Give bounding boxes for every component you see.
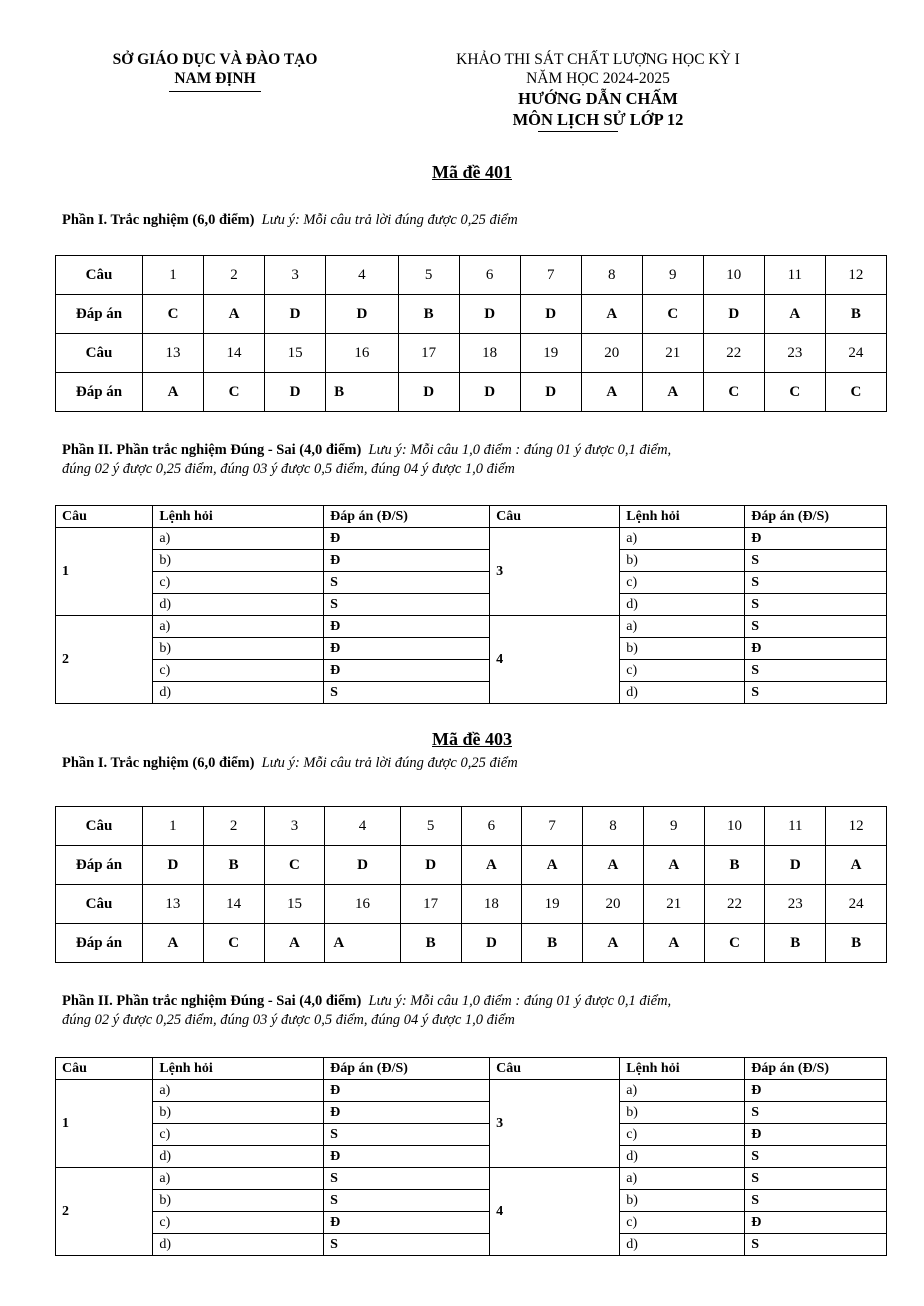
exam-code: Mã đề 401: [432, 162, 512, 182]
answer-cell: Đ: [324, 1212, 490, 1234]
question-number: 18: [461, 885, 522, 924]
answer-cell: A: [522, 846, 583, 885]
statement-label: a): [620, 616, 745, 638]
statement-label: a): [620, 1168, 745, 1190]
answer-cell: A: [143, 373, 204, 412]
question-number: 12: [825, 256, 886, 295]
question-number: 6: [459, 256, 520, 295]
question-number: 24: [826, 885, 887, 924]
answer-cell: A: [581, 373, 642, 412]
subject-title: MÔN LỊCH SỬ LỚP 12: [512, 110, 684, 129]
answer-cell: Đ: [324, 638, 490, 660]
answer-cell: B: [522, 924, 583, 963]
table-row: [56, 594, 887, 616]
answer-cell: D: [461, 924, 522, 963]
question-number: 8: [583, 807, 644, 846]
answer-cell: Đ: [745, 1080, 887, 1102]
column-header: Câu: [490, 506, 620, 528]
statement-label: c): [620, 1124, 745, 1146]
answer-cell: B: [704, 846, 765, 885]
table-row: [56, 1146, 887, 1168]
statement-label: c): [153, 1212, 324, 1234]
statement-label: b): [620, 1102, 745, 1124]
answer-cell: D: [765, 846, 826, 885]
question-number: 11: [764, 256, 825, 295]
table-row: [56, 295, 887, 334]
question-number: 1: [56, 1080, 153, 1168]
answer-cell: Đ: [745, 528, 887, 550]
answer-cell: B: [765, 924, 826, 963]
table-row: [56, 256, 887, 295]
answer-cell: C: [704, 924, 765, 963]
question-number: 2: [56, 616, 153, 704]
answer-cell: Đ: [324, 550, 490, 572]
question-number: 1: [56, 528, 153, 616]
answer-cell: B: [203, 846, 264, 885]
answer-cell: D: [326, 295, 399, 334]
column-header: Lệnh hỏi: [620, 506, 745, 528]
question-number: 21: [642, 334, 703, 373]
statement-label: b): [620, 1190, 745, 1212]
column-header: Câu: [56, 506, 153, 528]
question-number: 2: [204, 256, 265, 295]
question-number: 18: [459, 334, 520, 373]
answer-cell: A: [325, 924, 400, 963]
question-number: 17: [400, 885, 461, 924]
answer-cell: Đ: [324, 616, 490, 638]
answer-cell: C: [203, 924, 264, 963]
answer-cell: D: [398, 373, 459, 412]
answer-cell: D: [459, 373, 520, 412]
table-row: [56, 638, 887, 660]
answer-cell: C: [764, 373, 825, 412]
department-header: [70, 50, 360, 92]
answer-cell: D: [325, 846, 400, 885]
part2-heading: [62, 441, 882, 460]
part1-table: [55, 806, 887, 963]
table-row: [56, 1124, 887, 1146]
statement-label: a): [153, 1080, 324, 1102]
answer-cell: B: [398, 295, 459, 334]
answer-cell: S: [324, 682, 490, 704]
exam-title: KHẢO THI SÁT CHẤT LƯỢNG HỌC KỲ I: [456, 51, 740, 68]
table-row: [56, 373, 887, 412]
answer-cell: A: [581, 295, 642, 334]
statement-label: b): [153, 1102, 324, 1124]
exam-header: [398, 50, 798, 132]
question-number: 4: [325, 807, 400, 846]
question-number: 9: [643, 807, 704, 846]
row-label: Câu: [56, 256, 143, 295]
row-label: Câu: [56, 334, 143, 373]
question-number: 21: [643, 885, 704, 924]
answer-cell: Đ: [324, 1080, 490, 1102]
question-number: 13: [143, 885, 204, 924]
part2-note-cont: đúng 02 ý được 0,25 điểm, đúng 03 ý được 0,5 điểm, đúng 04 ý được 1,0 điểm: [62, 1012, 515, 1028]
table-row: [56, 1080, 887, 1102]
answer-cell: S: [745, 1168, 887, 1190]
answer-cell: Đ: [745, 1124, 887, 1146]
part2-heading-cont: [62, 460, 882, 479]
answer-cell: A: [204, 295, 265, 334]
table-row: [56, 334, 887, 373]
question-number: 2: [56, 1168, 153, 1256]
answer-cell: C: [642, 295, 703, 334]
answer-cell: D: [400, 846, 461, 885]
part2-table: [55, 1057, 887, 1256]
answer-cell: S: [745, 682, 887, 704]
table-row: [56, 1234, 887, 1256]
question-number: 4: [326, 256, 399, 295]
column-header: Lệnh hỏi: [153, 506, 324, 528]
part2-heading-cont: [62, 1011, 882, 1030]
statement-label: b): [153, 550, 324, 572]
answer-cell: S: [745, 660, 887, 682]
guide-title: HƯỚNG DẪN CHẤM: [518, 89, 678, 108]
answer-cell: C: [703, 373, 764, 412]
question-number: 23: [765, 885, 826, 924]
statement-label: a): [153, 1168, 324, 1190]
answer-cell: A: [764, 295, 825, 334]
table-row: [56, 924, 887, 963]
part1-heading: [62, 211, 882, 230]
answer-cell: Đ: [324, 1102, 490, 1124]
statement-label: a): [153, 528, 324, 550]
table-row: [56, 616, 887, 638]
row-label: Đáp án: [56, 295, 143, 334]
statement-label: b): [153, 1190, 324, 1212]
statement-label: c): [153, 1124, 324, 1146]
statement-label: d): [153, 594, 324, 616]
question-number: 5: [400, 807, 461, 846]
question-number: 22: [703, 334, 764, 373]
answer-cell: Đ: [745, 638, 887, 660]
statement-label: d): [153, 682, 324, 704]
question-number: 10: [703, 256, 764, 295]
column-header: Lệnh hỏi: [620, 1058, 745, 1080]
question-number: 1: [143, 807, 204, 846]
question-number: 15: [264, 885, 325, 924]
column-header: Đáp án (Đ/S): [745, 506, 887, 528]
row-label: Câu: [56, 885, 143, 924]
statement-label: c): [620, 1212, 745, 1234]
header-divider: [538, 131, 618, 132]
answer-cell: S: [324, 594, 490, 616]
question-number: 7: [522, 807, 583, 846]
answer-cell: S: [745, 616, 887, 638]
part2-title: Phần II. Phần trắc nghiệm Đúng - Sai (4,0 điểm): [62, 993, 362, 1009]
answer-cell: B: [326, 373, 399, 412]
statement-label: b): [153, 638, 324, 660]
exam-code: Mã đề 403: [432, 729, 512, 749]
statement-label: d): [620, 594, 745, 616]
question-number: 23: [764, 334, 825, 373]
part1-table: [55, 255, 887, 412]
answer-cell: Đ: [324, 1146, 490, 1168]
answer-cell: A: [583, 924, 644, 963]
question-number: 7: [520, 256, 581, 295]
answer-cell: D: [520, 373, 581, 412]
answer-cell: A: [143, 924, 204, 963]
question-number: 12: [826, 807, 887, 846]
answer-cell: Đ: [324, 528, 490, 550]
column-header: Câu: [490, 1058, 620, 1080]
question-number: 4: [490, 616, 620, 704]
row-label: Đáp án: [56, 846, 143, 885]
answer-cell: S: [745, 550, 887, 572]
answer-cell: A: [643, 924, 704, 963]
question-number: 15: [265, 334, 326, 373]
row-label: Đáp án: [56, 924, 143, 963]
answer-cell: C: [204, 373, 265, 412]
table-header-row: [56, 506, 887, 528]
statement-label: b): [620, 638, 745, 660]
question-number: 8: [581, 256, 642, 295]
statement-label: c): [620, 660, 745, 682]
answer-cell: S: [745, 1234, 887, 1256]
answer-cell: B: [825, 295, 886, 334]
part2-heading: [62, 992, 882, 1011]
answer-cell: S: [324, 1124, 490, 1146]
column-header: Đáp án (Đ/S): [324, 1058, 490, 1080]
answer-cell: B: [400, 924, 461, 963]
statement-label: b): [620, 550, 745, 572]
answer-cell: A: [583, 846, 644, 885]
answer-cell: D: [265, 295, 326, 334]
province-name: NAM ĐỊNH: [174, 70, 256, 87]
part1-note: Lưu ý: Mỗi câu trả lời đúng được 0,25 điểm: [261, 755, 518, 771]
question-number: 20: [581, 334, 642, 373]
answer-cell: D: [143, 846, 204, 885]
answer-cell: S: [745, 1190, 887, 1212]
table-header-row: [56, 1058, 887, 1080]
part2-note: Lưu ý: Mỗi câu 1,0 điểm : đúng 01 ý được 0,1 điểm,: [368, 993, 672, 1009]
question-number: 4: [490, 1168, 620, 1256]
row-label: Đáp án: [56, 373, 143, 412]
school-year: NĂM HỌC 2024-2025: [526, 70, 670, 87]
question-number: 17: [398, 334, 459, 373]
statement-label: d): [620, 1146, 745, 1168]
statement-label: a): [153, 616, 324, 638]
question-number: 22: [704, 885, 765, 924]
answer-cell: S: [745, 572, 887, 594]
column-header: Đáp án (Đ/S): [324, 506, 490, 528]
answer-cell: C: [264, 846, 325, 885]
answer-cell: S: [324, 572, 490, 594]
answer-cell: S: [745, 594, 887, 616]
question-number: 3: [265, 256, 326, 295]
answer-cell: A: [642, 373, 703, 412]
question-number: 19: [520, 334, 581, 373]
answer-cell: S: [324, 1190, 490, 1212]
question-number: 19: [522, 885, 583, 924]
answer-cell: D: [520, 295, 581, 334]
question-number: 9: [642, 256, 703, 295]
table-row: [56, 528, 887, 550]
answer-cell: Đ: [745, 1212, 887, 1234]
answer-cell: A: [643, 846, 704, 885]
header-divider: [169, 91, 261, 92]
question-number: 3: [490, 1080, 620, 1168]
table-row: [56, 1190, 887, 1212]
part1-title: Phần I. Trắc nghiệm (6,0 điểm): [62, 212, 255, 228]
question-number: 14: [204, 334, 265, 373]
table-row: [56, 846, 887, 885]
part2-table: [55, 505, 887, 704]
question-number: 2: [203, 807, 264, 846]
column-header: Câu: [56, 1058, 153, 1080]
statement-label: d): [153, 1234, 324, 1256]
answer-cell: A: [461, 846, 522, 885]
statement-label: d): [620, 1234, 745, 1256]
answer-cell: A: [264, 924, 325, 963]
row-label: Câu: [56, 807, 143, 846]
column-header: Đáp án (Đ/S): [745, 1058, 887, 1080]
table-row: [56, 1212, 887, 1234]
part2-note-cont: đúng 02 ý được 0,25 điểm, đúng 03 ý được 0,5 điểm, đúng 04 ý được 1,0 điểm: [62, 461, 515, 477]
answer-cell: S: [324, 1234, 490, 1256]
question-number: 13: [143, 334, 204, 373]
part2-note: Lưu ý: Mỗi câu 1,0 điểm : đúng 01 ý được 0,1 điểm,: [368, 442, 672, 458]
part1-heading: [62, 754, 882, 773]
answer-cell: S: [745, 1146, 887, 1168]
column-header: Lệnh hỏi: [153, 1058, 324, 1080]
statement-label: d): [153, 1146, 324, 1168]
statement-label: a): [620, 528, 745, 550]
part1-title: Phần I. Trắc nghiệm (6,0 điểm): [62, 755, 255, 771]
statement-label: c): [153, 660, 324, 682]
answer-cell: B: [826, 924, 887, 963]
answer-cell: D: [459, 295, 520, 334]
table-row: [56, 807, 887, 846]
question-number: 10: [704, 807, 765, 846]
part1-note: Lưu ý: Mỗi câu trả lời đúng được 0,25 điểm: [261, 212, 518, 228]
answer-cell: D: [703, 295, 764, 334]
statement-label: c): [153, 572, 324, 594]
table-row: [56, 1102, 887, 1124]
statement-label: c): [620, 572, 745, 594]
answer-cell: Đ: [324, 660, 490, 682]
question-number: 6: [461, 807, 522, 846]
answer-cell: C: [825, 373, 886, 412]
answer-cell: S: [745, 1102, 887, 1124]
answer-cell: C: [143, 295, 204, 334]
table-row: [56, 1168, 887, 1190]
table-row: [56, 572, 887, 594]
table-row: [56, 885, 887, 924]
answer-cell: A: [826, 846, 887, 885]
statement-label: d): [620, 682, 745, 704]
answer-cell: S: [324, 1168, 490, 1190]
question-number: 3: [264, 807, 325, 846]
question-number: 24: [825, 334, 886, 373]
table-row: [56, 550, 887, 572]
question-number: 16: [326, 334, 399, 373]
table-row: [56, 660, 887, 682]
table-row: [56, 682, 887, 704]
answer-cell: D: [265, 373, 326, 412]
question-number: 16: [325, 885, 400, 924]
question-number: 11: [765, 807, 826, 846]
question-number: 1: [143, 256, 204, 295]
question-number: 5: [398, 256, 459, 295]
statement-label: a): [620, 1080, 745, 1102]
department-name: SỞ GIÁO DỤC VÀ ĐÀO TẠO: [112, 51, 318, 68]
question-number: 14: [203, 885, 264, 924]
question-number: 20: [583, 885, 644, 924]
part2-title: Phần II. Phần trắc nghiệm Đúng - Sai (4,0 điểm): [62, 442, 362, 458]
question-number: 3: [490, 528, 620, 616]
